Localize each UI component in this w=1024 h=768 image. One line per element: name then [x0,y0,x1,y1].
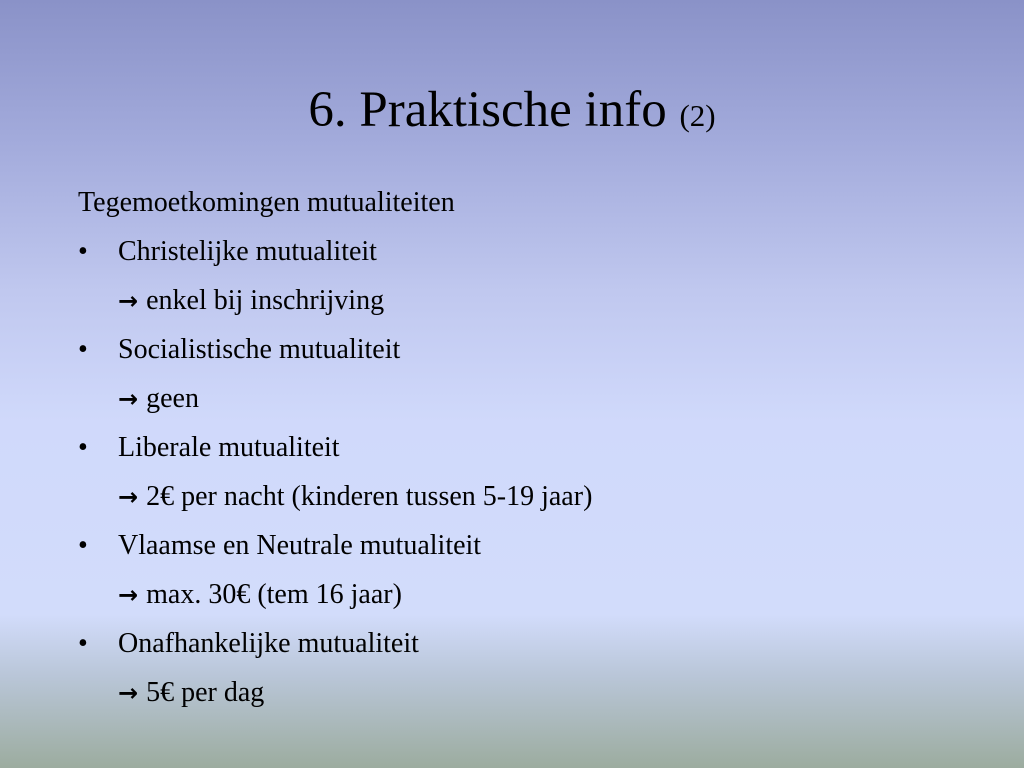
bullet-detail-socialistische [78,374,978,423]
bullet-label: Vlaamse en Neutrale mutualiteit [118,530,482,561]
bullet-label: Christelijke mutualiteit [118,236,377,267]
bullet-label: Socialistische mutualiteit [118,334,401,365]
bullet-label: Onafhankelijke mutualiteit [118,628,419,659]
slide-title-main: 6. Praktische info [308,82,667,138]
bullet-item-vlaamse-neutrale [78,521,978,570]
bullet-label: Liberale mutualiteit [118,432,340,463]
slide-content [78,178,978,717]
bullet-item-christelijke [78,227,978,276]
detail-text: max. 30€ (tem 16 jaar) [146,579,402,610]
bullet-item-onafhankelijke [78,619,978,668]
arrow-right-icon: → [118,287,139,315]
bullet-item-liberale [78,423,978,472]
bullet-icon: • [78,236,88,267]
arrow-right-icon: → [118,385,139,413]
content-heading: Tegemoetkomingen mutualiteiten [78,187,455,218]
detail-text: enkel bij inschrijving [146,285,385,316]
bullet-detail-christelijke [78,276,978,325]
arrow-right-icon: → [118,483,139,511]
bullet-detail-onafhankelijke [78,668,978,717]
bullet-icon: • [78,530,88,561]
bullet-detail-vlaamse-neutrale [78,570,978,619]
bullet-icon: • [78,432,88,463]
slide-title-suffix: (2) [679,98,716,133]
bullet-icon: • [78,628,88,659]
detail-text: 2€ per nacht (kinderen tussen 5-19 jaar) [146,481,593,512]
bullet-icon: • [78,334,88,365]
bullet-detail-liberale [78,472,978,521]
arrow-right-icon: → [118,679,139,707]
detail-text: 5€ per dag [146,677,265,708]
arrow-right-icon: → [118,581,139,609]
detail-text: geen [146,383,199,414]
slide-title [0,78,1024,148]
bullet-item-socialistische [78,325,978,374]
